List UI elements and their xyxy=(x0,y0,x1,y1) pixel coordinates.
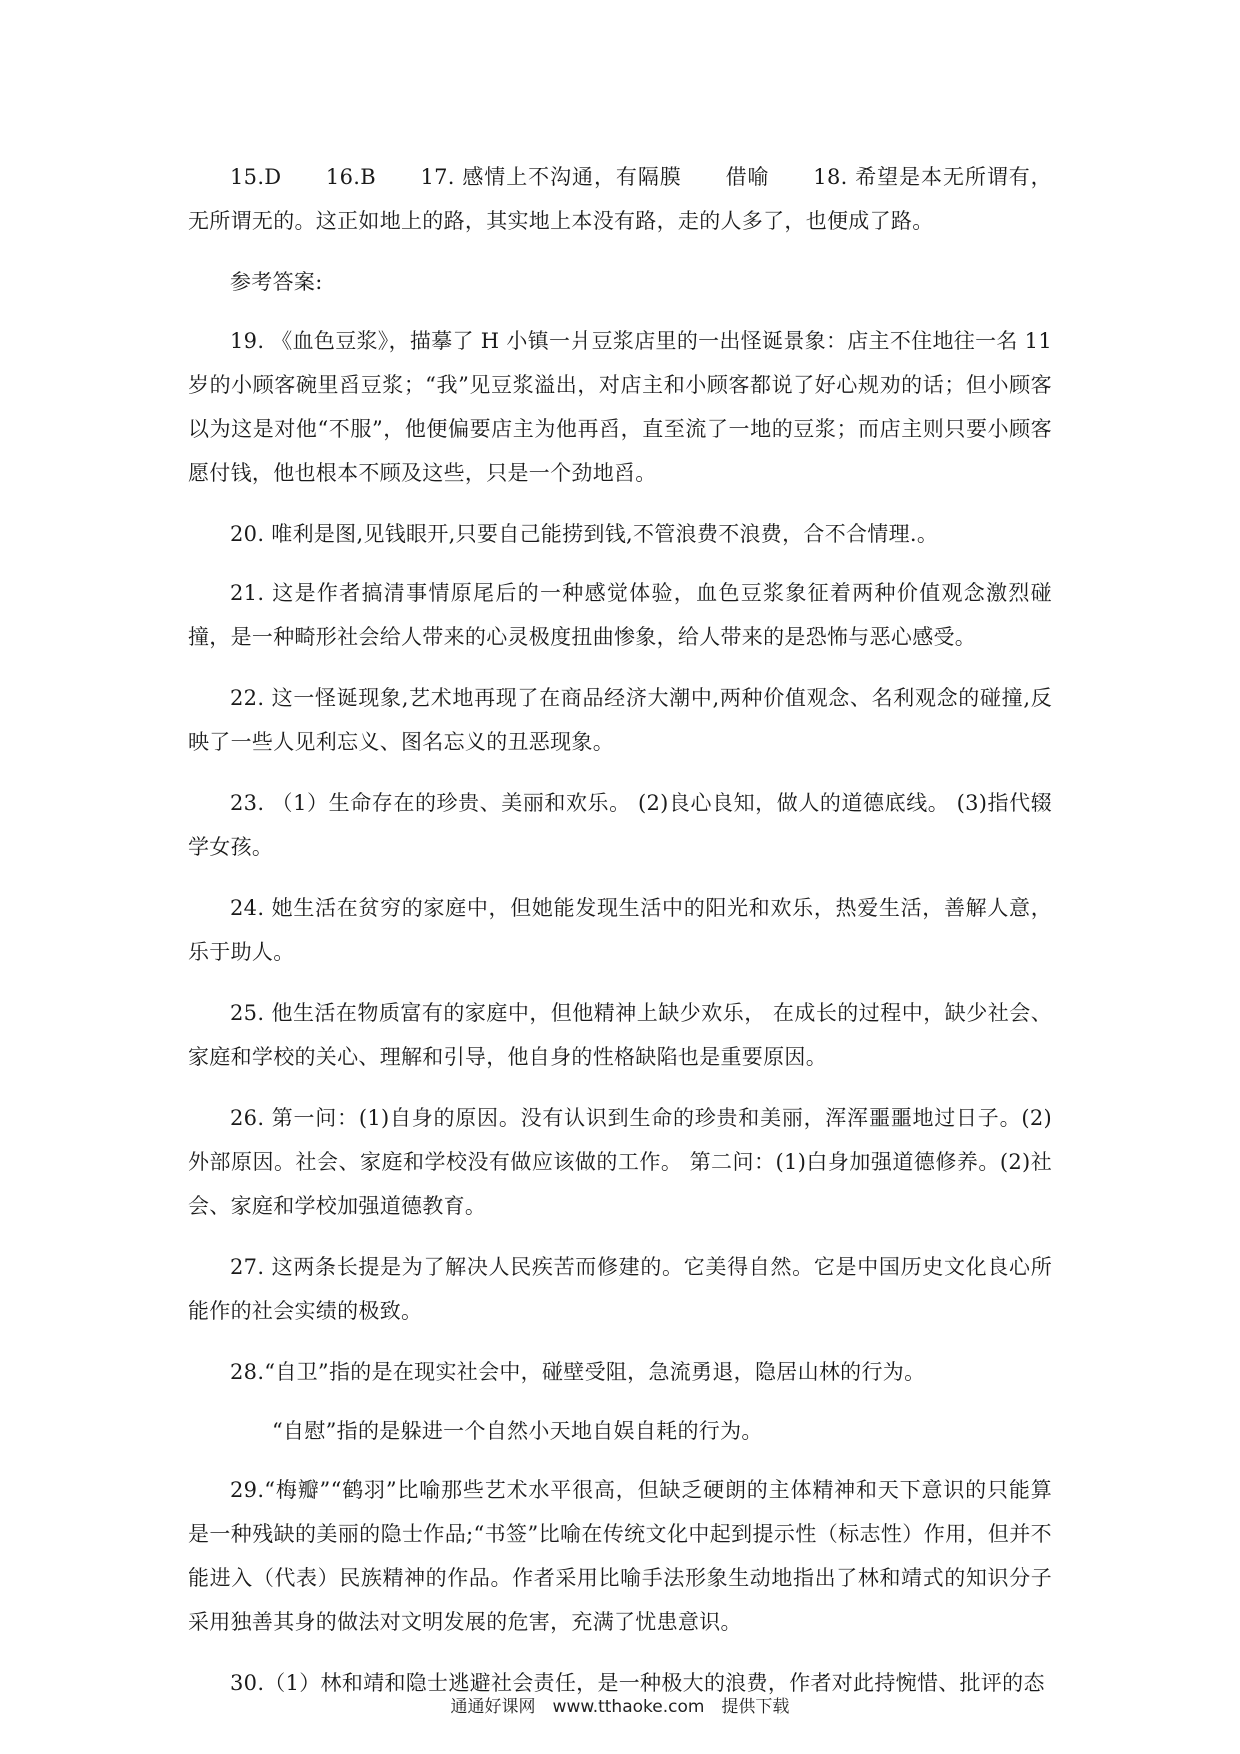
reference-answer-heading: 参考答案: xyxy=(230,270,323,294)
answer-29: 29.“梅瓣”“鹤羽”比喻那些艺术水平很高，但缺乏硬朗的主体精神和天下意识的只能算是一种残缺的美丽的隐士作品;“书签”比喻在传统文化中起到提示性（标志性）作用，但并不能进入（代表）民族精神的作品。作者采用比喻手法形象生动地指出了林和靖式的知识分子采用独善其身的做法对文明发展的危害，充满了忧患意识。 xyxy=(188,1478,1052,1634)
answer-23: 23. （1）生命存在的珍贵、美丽和欢乐。 (2)良心良知，做人的道德底线。 (3)指代辍学女孩。 xyxy=(188,791,1052,859)
answer-22: 22. 这一怪诞现象,艺术地再现了在商品经济大潮中,两种价值观念、名利观念的碰撞,反映了一些人见利忘义、图名忘义的丑恶现象。 xyxy=(188,686,1052,754)
answer-28-line2: “自慰”指的是躲进一个自然小天地自娱自耗的行为。 xyxy=(272,1419,763,1443)
answer-19: 19. 《血色豆浆》，描摹了 H 小镇一爿豆浆店里的一出怪诞景象：店主不住地往一名 11 岁的小顾客碗里舀豆浆；“我”见豆浆溢出，对店主和小顾客都说了好心规劝的话；但小顾客以为这是对他“不服”，他便偏要店主为他再舀，直至流了一地的豆浆；而店主则只要小顾客愿付钱，他也根本不顾及这些，只是一个劲地舀。 xyxy=(188,329,1052,485)
answer-page-body xyxy=(188,155,1052,1722)
answer-25: 25. 他生活在物质富有的家庭中，但他精神上缺少欢乐， 在成长的过程中，缺少社会、家庭和学校的关心、理解和引导，他自身的性格缺陷也是重要原因。 xyxy=(188,1001,1052,1069)
answer-21: 21. 这是作者搞清事情原尾后的一种感觉体验，血色豆浆象征着两种价值观念激烈碰撞，是一种畸形社会给人带来的心灵极度扭曲惨象，给人带来的是恐怖与恶心感受。 xyxy=(188,581,1052,649)
answer-28-line1: 28.“自卫”指的是在现实社会中，碰壁受阻，急流勇退，隐居山林的行为。 xyxy=(230,1360,926,1384)
page-footer: 通通好课网 www.tthaoke.com 提供下载 xyxy=(450,1697,790,1717)
answer-20: 20. 唯利是图,见钱眼开,只要自己能捞到钱,不管浪费不浪费，合不合情理.。 xyxy=(230,522,939,546)
answer-24: 24. 她生活在贫穷的家庭中，但她能发现生活中的阳光和欢乐，热爱生活，善解人意，乐于助人。 xyxy=(188,896,1052,964)
answer-26: 26. 第一问：(1)自身的原因。没有认识到生命的珍贵和美丽，浑浑噩噩地过日子。(2)外部原因。社会、家庭和学校没有做应该做的工作。 第二问：(1)白身加强道德修养。(2)社会、家庭和学校加强道德教育。 xyxy=(188,1106,1052,1218)
answer-30: 30.（1）林和靖和隐士逃避社会责任，是一种极大的浪费，作者对此持惋惜、批评的态 xyxy=(230,1671,1045,1695)
answer-27: 27. 这两条长提是为了解决人民疾苦而修建的。它美得自然。它是中国历史文化良心所能作的社会实绩的极致。 xyxy=(188,1255,1052,1323)
answer-15-18: 15.D 16.B 17. 感情上不沟通，有隔膜 借喻 18. 希望是本无所谓有，无所谓无的。这正如地上的路，其实地上本没有路，走的人多了，也便成了路。 xyxy=(188,165,1052,233)
